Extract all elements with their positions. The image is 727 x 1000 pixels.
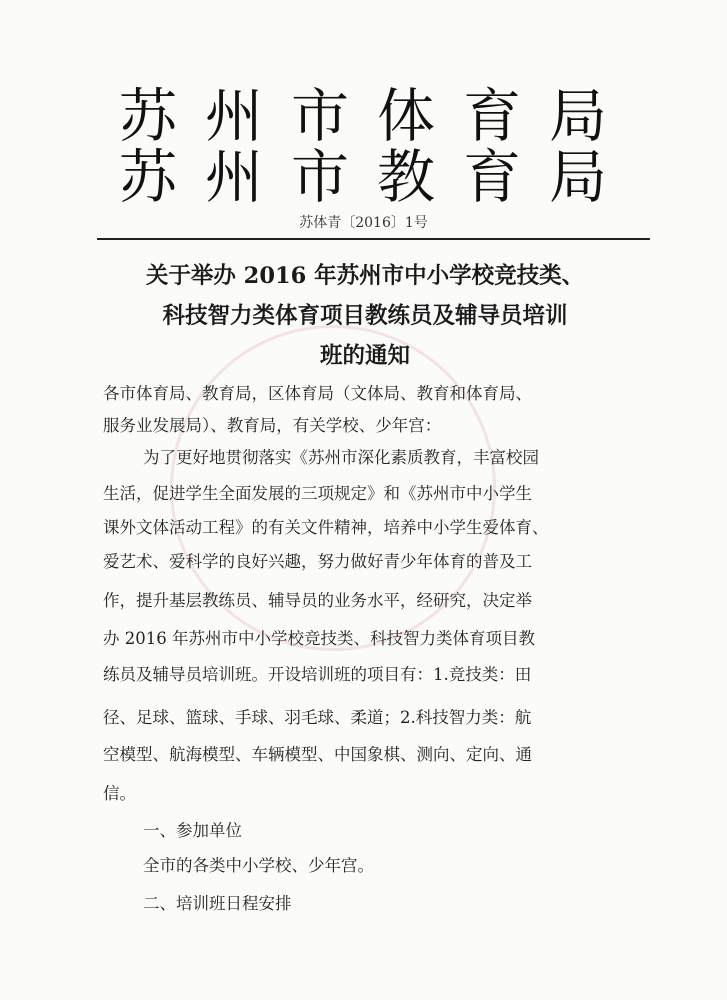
body-line: 空模型、航海模型、车辆模型、中国象棋、测向、定向、通: [103, 745, 532, 764]
body-line: 作，提升基层教练员、辅导员的业务水平，经研究，决定举: [103, 591, 532, 610]
title-line: 班的通知: [319, 343, 410, 369]
letterhead-char: 教: [376, 143, 435, 211]
body-line: 径、足球、篮球、手球、羽毛球、柔道；2.科技智力类：航: [103, 708, 532, 727]
body-line: 各市体育局、教育局，区体育局（文体局、教育和体育局、: [103, 384, 532, 403]
body-line: 为了更好地贯彻落实《苏州市深化素质教育，丰富校园: [143, 448, 539, 467]
title-line: 关于举办 2016 年苏州市中小学校竞技类、: [145, 263, 585, 289]
section-heading: 一、参加单位: [143, 821, 242, 840]
body-line: 服务业发展局）、教育局，有关学校、少年宫：: [103, 416, 442, 435]
body-line: 练员及辅导员培训班。开设培训班的项目有：1.竞技类：田: [103, 665, 532, 684]
letterhead-char: 州: [204, 82, 263, 150]
letterhead-char: 市: [290, 82, 349, 150]
letterhead-char: 局: [548, 82, 607, 150]
body-line: 生活，促进学生全面发展的三项规定》和《苏州市中小学生: [103, 484, 532, 503]
letterhead-char: 育: [462, 143, 521, 211]
letterhead-char: 体: [376, 82, 435, 150]
letterhead-char: 局: [548, 143, 607, 211]
letterhead-char: 州: [204, 143, 263, 211]
body-line: 课外文体活动工程》的有关文件精神，培养中小学生爱体育、: [103, 518, 549, 537]
document-number: 苏体青〔2016〕1号: [299, 215, 428, 231]
body-line: 全市的各类中小学校、少年宫。: [143, 856, 374, 875]
body-line: 办 2016 年苏州市中小学校竞技类、科技智力类体育项目教: [103, 629, 535, 648]
letterhead-char: 育: [462, 82, 521, 150]
letterhead-sports-bureau: [118, 84, 608, 148]
letterhead-char: 市: [290, 143, 349, 211]
body-line: 信。: [103, 784, 136, 803]
letterhead-char: 苏: [118, 82, 177, 150]
header-divider: [97, 238, 650, 240]
letterhead-education-bureau: [118, 145, 608, 209]
section-heading: 二、培训班日程安排: [143, 894, 292, 913]
letterhead-char: 苏: [118, 143, 177, 211]
title-line: 科技智力类体育项目教练员及辅导员培训: [162, 303, 568, 329]
body-line: 爱艺术、爱科学的良好兴趣，努力做好青少年体育的普及工: [103, 552, 532, 571]
